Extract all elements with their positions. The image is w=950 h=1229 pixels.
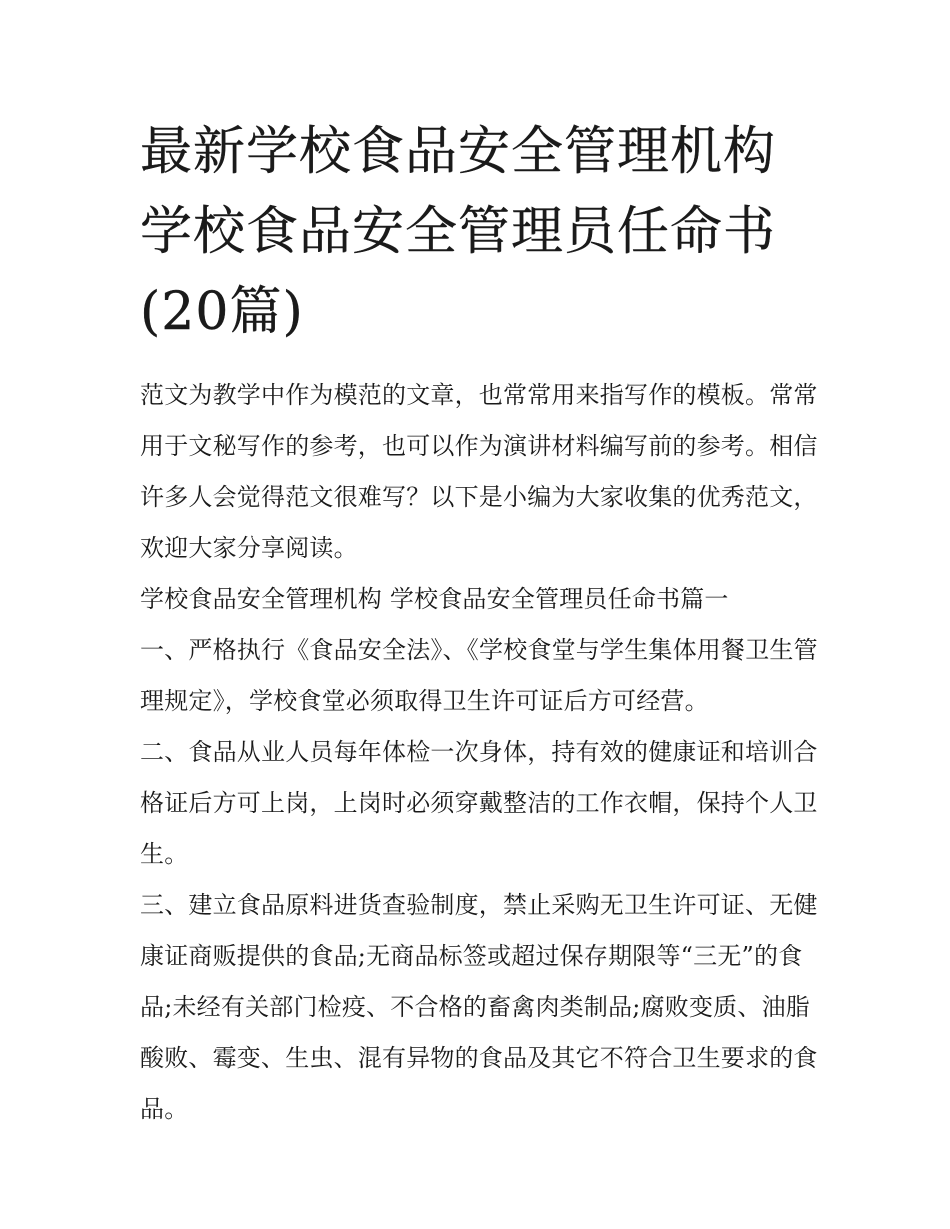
section-heading: 学校食品安全管理机构 学校食品安全管理员任命书篇一: [140, 585, 729, 613]
document-page: [140, 112, 820, 1135]
rule-item-1: 一、严格执行《食品安全法》、《学校食堂与学生集体用餐卫生管理规定》，学校食堂必须取得卫生许可证后方可经营。: [140, 636, 818, 715]
intro-paragraph: 范文为教学中作为模范的文章，也常常用来指写作的模板。常常用于文秘写作的参考，也可以作为演讲材料编写前的参考。相信许多人会觉得范文很难写？以下是小编为大家收集的优秀范文，欢迎大家分享阅读。: [140, 381, 818, 562]
rule-item-3: 三、建立食品原料进货查验制度，禁止采购无卫生许可证、无健康证商贩提供的食品;无商品标签或超过保存期限等“三无”的食品;未经有关部门检疫、不合格的畜禽肉类制品;腐败变质、油脂酸败、霉变、生虫、混有异物的食品及其它不符合卫生要求的食品。: [140, 891, 818, 1123]
rule-item-2: 二、食品从业人员每年体检一次身体，持有效的健康证和培训合格证后方可上岗，上岗时必须穿戴整洁的工作衣帽，保持个人卫生。: [140, 738, 818, 868]
document-title: 最新学校食品安全管理机构 学校食品安全管理员任命书(20篇): [140, 122, 777, 342]
